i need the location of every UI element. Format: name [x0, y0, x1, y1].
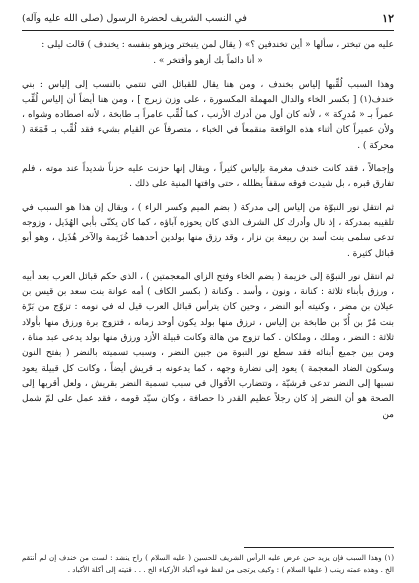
running-title: في النسب الشريف لحضرة الرسول (صلى الله عليه وآله)	[22, 13, 247, 24]
paragraph-6: ثم انتقل نور النبوّة إلى خزيمة ( بضم الخاء وفتح الزاي المعجمتين ) ، الذي حكم قبائل العرب بعد أبيه ، ورزق بأبناء ثلاثة : كنانة ، ونون ، وأسد . وكنانة ( بكسر الكاف ) أمه عوانة بنت سعد بن قيس بن عيلان بن مضر ، وكنيته أبو النضر ، وحين كان يترأس قبائل العرب قيل له في نومه : تزوّج من بَرّة بنت مُرّ بن أُدّ بن طابخة بن إلياس ، ترزق منها بولد يكون أوحد زمانه ، فتزوج برة ورزق منها بأولاد ثلاثة : النضر ، وملك ، وملكان . كما تزوج من هالة وكانت قبيلة الأزد ورزق منها بولد يدعى عبد مناة ، ومن بين جميع أبنائه فقد سطع نور النبوة من جبين النضر ، وسبب تسميته بالنضر ( بفتح النون وسكون الضاد المعجمة ) يعود إلى نضارة وجهه ، كما يدعونه بـ قريش أيضاً ، وكانت كل قبيلة يعود نسبها إلى النضر تدعى قرشيّة ، وتتضارب الأقوال في سبب تسمية النضر بقريش ، ولعل أقربها إلى الصحة هو أن النضر إذ كان رجلاً عظيم القدر ذا حصافة ، وكان سيّد قومه ، فقد عمل على لمّ شمل من	[22, 271, 394, 420]
footnote-divider	[244, 547, 394, 548]
footnote-1: (١) وهذا السبب فإن يزيد حين عرض عليه الرأس الشريف للحسين ( عليه السلام ) راح ينشد : لست من خندف إن لم أنتقم الخ . وهذه عمته زينب ( عليها السلام ) : وكيف يرتجى من لفظ فوه أكباد الأزكياء الخ . . . قتيته إلى أكلة الأكباد .	[22, 553, 394, 574]
page-number: ١٢	[382, 12, 394, 25]
paragraph-5: ثم انتقل نور النبوّة من إلياس إلى مدركة ( بضم الميم وكسر الراء ) ، ويقال إن هذا هو السبب في تلقيبه بمدركة ، إذ نال وأدرك كل الشرف الذي كان يحوزه آباؤه ، كما كان يكنّى بأبي الهُذَيل ، وزوجه تدعى سلمى بنت أسد بن ربيعة بن نزار ، وقد رزق منها بولدين أحدهما خُزَيمة والآخر هُذَيل ، وهو أبو قبائل كثيرة .	[22, 202, 394, 259]
paragraph-4: وإجمالاً ، فقد كانت خندف مغرمة بإلياس كثيراً ، ويقال إنها حزنت عليه حزناً شديداً عند موته ، فلم تفارق قبره ، بل شيدت فوقه سقفاً يظلله ، حتى وافتها المنية على ذلك .	[22, 164, 394, 190]
footnotes	[22, 547, 394, 575]
header-divider	[22, 30, 394, 31]
quoted-line: « أنا دائماً بك أزهو وأفتخر » .	[153, 56, 263, 67]
body-text	[22, 38, 394, 423]
book-page	[22, 10, 394, 575]
paragraph-1: عليه من تبختر ، سألها « أين تخندفين ؟» ( يقال لمن يتبختر ويزهو بنفسه : يخندف ) قالت ليلى :	[41, 40, 394, 50]
paragraph-3: وهذا السبب لُقِّبها إلياس بخندف ، ومن هنا يقال للقبائل التي تنتمي بالنسب إلى إلياس : بني خندف(١) [ بكسر الخاء والدال المهملة المكسورة ، على وزن زبرج ] ، ومن هنا أيضاً أن إلياس لُقِّب عمراً بـ « مُدرِكة » ، لأنه كان أول من أدرك الأرنب ، كما لُقِّب عامراً بـ طابخة ، لأنه اصطاده وشواه ، ولأن عميراً كان أثناء هذه الواقعة منقمعاً في الخباء ، متصرفاً عن القيام بشيء فقد لُقِّب بـ قَمَعَة ( محركة ) .	[22, 79, 394, 151]
page-header	[22, 10, 394, 28]
